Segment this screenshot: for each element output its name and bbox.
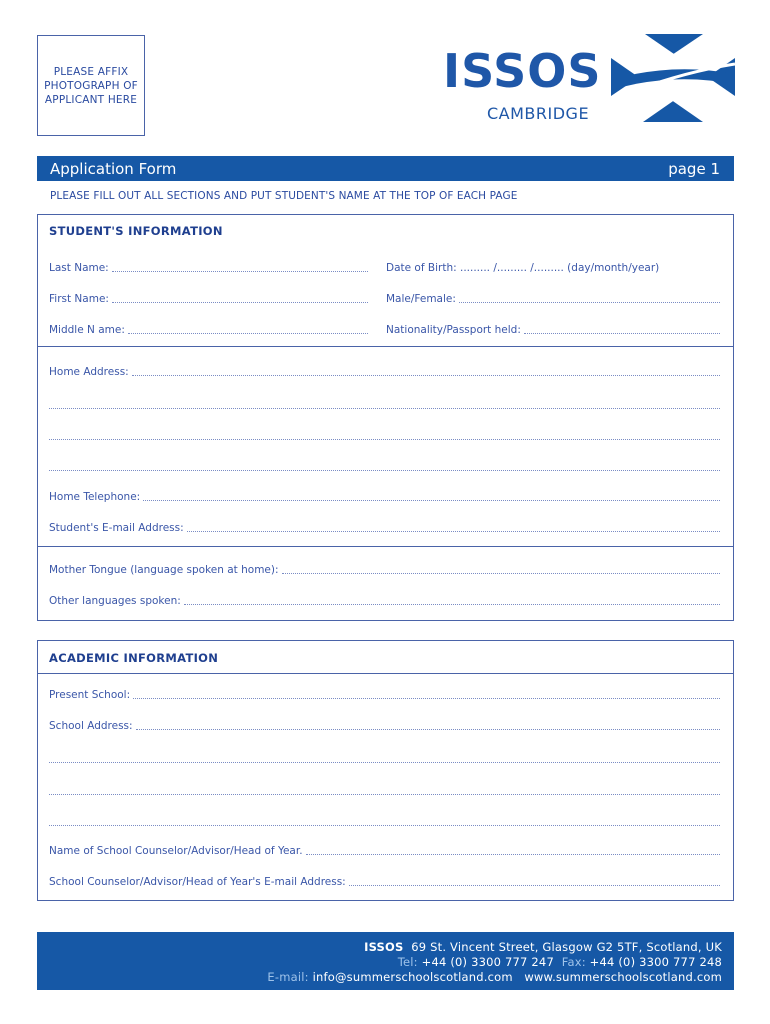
contact-footer xyxy=(37,932,734,990)
other-languages-field[interactable] xyxy=(49,591,720,607)
middle-name-label: Middle N ame: xyxy=(49,324,125,336)
home-telephone-label: Home Telephone: xyxy=(49,491,141,503)
mother-tongue-field[interactable] xyxy=(49,560,720,576)
school-address-field[interactable] xyxy=(49,716,720,732)
footer-phone-line xyxy=(37,955,722,970)
fax-number: +44 (0) 3300 777 248 xyxy=(589,955,722,969)
section-heading: STUDENT'S INFORMATION xyxy=(49,224,223,238)
school-address-line-3[interactable] xyxy=(49,781,720,797)
middle-name-field[interactable] xyxy=(49,320,368,336)
fax-label: Fax: xyxy=(561,955,586,969)
tel-number: +44 (0) 3300 777 247 xyxy=(421,955,554,969)
footer-address: 69 St. Vincent Street, Glasgow G2 5TF, Scotland, UK xyxy=(411,940,722,954)
students-information-section xyxy=(37,214,734,621)
counselor-email-field[interactable] xyxy=(49,872,720,888)
footer-web-line xyxy=(37,970,722,985)
home-address-line-2[interactable] xyxy=(49,395,720,411)
counselor-name-field[interactable] xyxy=(49,841,720,857)
tel-label: Tel: xyxy=(397,955,418,969)
nationality-field[interactable] xyxy=(386,320,720,336)
school-address-line-2[interactable] xyxy=(49,749,720,765)
counselor-email-label: School Counselor/Advisor/Head of Year's E-mail Address: xyxy=(49,876,346,888)
present-school-field[interactable] xyxy=(49,685,720,701)
school-address-line-4[interactable] xyxy=(49,812,720,828)
date-of-birth-label: Date of Birth: ......... /......... /......... (day/month/year) xyxy=(386,262,660,274)
page-number: page 1 xyxy=(668,160,720,178)
email-label: E-mail: xyxy=(267,970,309,984)
footer-address-line xyxy=(37,940,722,955)
home-address-label: Home Address: xyxy=(49,366,129,378)
school-address-label: School Address: xyxy=(49,720,133,732)
date-of-birth-field[interactable] xyxy=(386,258,720,274)
home-address-field[interactable] xyxy=(49,362,720,378)
home-address-line-3[interactable] xyxy=(49,426,720,442)
counselor-name-label: Name of School Counselor/Advisor/Head of Year. xyxy=(49,845,303,857)
form-title-bar xyxy=(37,156,734,181)
other-languages-label: Other languages spoken: xyxy=(49,595,181,607)
photo-text-line-2: PHOTOGRAPH OF xyxy=(44,80,138,92)
email-link[interactable]: info@summerschoolscotland.com xyxy=(312,970,513,984)
gender-label: Male/Female: xyxy=(386,293,456,305)
logo-wordmark: ISSOS xyxy=(443,44,602,98)
home-telephone-field[interactable] xyxy=(49,487,720,503)
academic-information-section xyxy=(37,640,734,901)
section-divider xyxy=(38,546,733,547)
first-name-field[interactable] xyxy=(49,289,368,305)
footer-org: ISSOS xyxy=(364,940,404,954)
saltire-flag-icon xyxy=(611,34,735,122)
logo-subtitle: CAMBRIDGE xyxy=(487,104,590,123)
present-school-label: Present School: xyxy=(49,689,131,701)
section-divider xyxy=(38,673,733,674)
student-email-label: Student's E-mail Address: xyxy=(49,522,184,534)
last-name-field[interactable] xyxy=(49,258,368,274)
first-name-label: First Name: xyxy=(49,293,109,305)
last-name-label: Last Name: xyxy=(49,262,109,274)
photo-text-line-3: APPLICANT HERE xyxy=(44,94,138,106)
issos-logo xyxy=(443,34,735,124)
section-heading: ACADEMIC INFORMATION xyxy=(49,651,219,665)
website-link[interactable]: www.summerschoolscotland.com xyxy=(524,970,722,984)
gender-field[interactable] xyxy=(386,289,720,305)
photo-text-line-1: PLEASE AFFIX xyxy=(53,66,129,78)
form-title: Application Form xyxy=(50,160,177,178)
home-address-line-4[interactable] xyxy=(49,457,720,473)
section-divider xyxy=(38,346,733,347)
student-email-field[interactable] xyxy=(49,518,720,534)
mother-tongue-label: Mother Tongue (language spoken at home): xyxy=(49,564,279,576)
nationality-label: Nationality/Passport held: xyxy=(386,324,521,336)
photo-placeholder-box xyxy=(37,35,145,136)
instructions-text: PLEASE FILL OUT ALL SECTIONS AND PUT STUDENT'S NAME AT THE TOP OF EACH PAGE xyxy=(50,190,518,202)
